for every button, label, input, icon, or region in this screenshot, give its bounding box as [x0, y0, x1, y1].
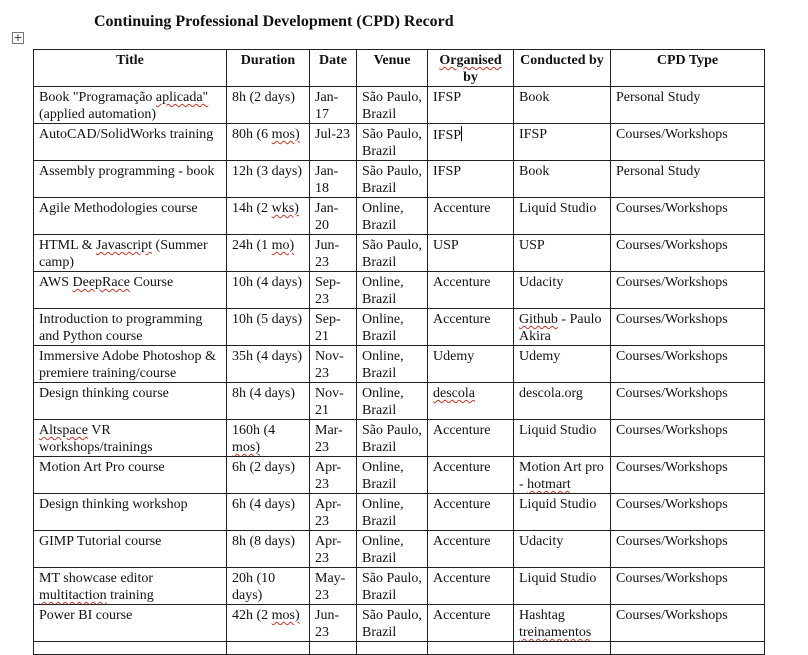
cell-venue[interactable]: Online, Brazil	[357, 383, 428, 420]
cell-venue[interactable]: São Paulo, Brazil	[357, 568, 428, 605]
cell-conducted-by[interactable]: Udacity	[514, 531, 611, 568]
table-row-partial	[34, 642, 765, 655]
cell-cpd-type[interactable]: Courses/Workshops	[611, 568, 765, 605]
cell-date[interactable]: Sep-21	[310, 309, 357, 346]
cell-conducted-by[interactable]: Liquid Studio	[514, 568, 611, 605]
cell-cpd-type[interactable]: Personal Study	[611, 161, 765, 198]
cell-duration[interactable]: 10h (5 days)	[227, 309, 310, 346]
cell-title[interactable]: Altspace VR workshops/trainings	[34, 420, 227, 457]
cell-duration[interactable]: 160h (4 mos)	[227, 420, 310, 457]
cell-date[interactable]: Apr-23	[310, 457, 357, 494]
cell-empty[interactable]	[357, 642, 428, 655]
cell-conducted-by[interactable]: Liquid Studio	[514, 494, 611, 531]
cell-organised-by[interactable]: Udemy	[428, 346, 514, 383]
table-row	[34, 605, 765, 642]
cell-title[interactable]: AWS DeepRace Course	[34, 272, 227, 309]
cell-title[interactable]: Book "Programação aplicada" (applied automation)	[34, 87, 227, 124]
cell-duration[interactable]: 10h (4 days)	[227, 272, 310, 309]
cell-duration[interactable]: 35h (4 days)	[227, 346, 310, 383]
cell-date[interactable]: Jan-17	[310, 87, 357, 124]
cell-date[interactable]: Apr-23	[310, 494, 357, 531]
header-organised-word: Organised	[439, 53, 502, 68]
cell-date[interactable]: Nov-23	[310, 346, 357, 383]
cell-venue[interactable]: Online, Brazil	[357, 198, 428, 235]
cell-duration[interactable]: 14h (2 wks)	[227, 198, 310, 235]
cell-duration[interactable]: 12h (3 days)	[227, 161, 310, 198]
cell-organised-by[interactable]: IFSP	[428, 161, 514, 198]
cell-duration[interactable]: 6h (2 days)	[227, 457, 310, 494]
cell-title[interactable]: Assembly programming - book	[34, 161, 227, 198]
table-move-handle-icon[interactable]: +	[13, 31, 23, 44]
cell-duration[interactable]: 24h (1 mo)	[227, 235, 310, 272]
cell-title[interactable]: Motion Art Pro course	[34, 457, 227, 494]
cell-organised-by[interactable]: descola	[428, 383, 514, 420]
cell-conducted-by[interactable]: Liquid Studio	[514, 198, 611, 235]
cell-title[interactable]: Power BI course	[34, 605, 227, 642]
table-row	[34, 531, 765, 568]
cell-date[interactable]: Sep-23	[310, 272, 357, 309]
cell-date[interactable]: Jun-23	[310, 235, 357, 272]
table-row	[34, 87, 765, 124]
cell-date[interactable]: May-23	[310, 568, 357, 605]
table-row	[34, 309, 765, 346]
cell-conducted-by[interactable]: descola.org	[514, 383, 611, 420]
header-title: Title	[34, 50, 227, 87]
header-organised-by	[428, 50, 514, 87]
cell-cpd-type[interactable]: Courses/Workshops	[611, 494, 765, 531]
cell-conducted-by[interactable]: Hashtag treinamentos	[514, 605, 611, 642]
cell-cpd-type[interactable]: Courses/Workshops	[611, 272, 765, 309]
cell-venue[interactable]: São Paulo, Brazil	[357, 605, 428, 642]
cell-conducted-by[interactable]: Book	[514, 87, 611, 124]
cell-date[interactable]: Apr-23	[310, 531, 357, 568]
cell-venue[interactable]: São Paulo, Brazil	[357, 235, 428, 272]
cell-title[interactable]: Immersive Adobe Photoshop & premiere training/course	[34, 346, 227, 383]
cell-organised-by[interactable]: Accenture	[428, 531, 514, 568]
table-row	[34, 198, 765, 235]
table-row	[34, 494, 765, 531]
table-row	[34, 235, 765, 272]
cell-organised-by[interactable]: Accenture	[428, 272, 514, 309]
cell-organised-by[interactable]: Accenture	[428, 420, 514, 457]
cell-duration[interactable]: 8h (8 days)	[227, 531, 310, 568]
cell-empty[interactable]	[310, 642, 357, 655]
cell-title[interactable]: AutoCAD/SolidWorks training	[34, 124, 227, 161]
cell-title[interactable]: GIMP Tutorial course	[34, 531, 227, 568]
cell-duration[interactable]: 42h (2 mos)	[227, 605, 310, 642]
cell-empty[interactable]	[227, 642, 310, 655]
cell-organised-by[interactable]: IFSP	[428, 87, 514, 124]
header-row	[34, 50, 765, 87]
cell-duration[interactable]: 20h (10 days)	[227, 568, 310, 605]
document-title: Continuing Professional Development (CPD) Record	[94, 13, 454, 30]
cell-conducted-by[interactable]: USP	[514, 235, 611, 272]
cell-organised-by[interactable]: Accenture	[428, 309, 514, 346]
cell-cpd-type[interactable]: Courses/Workshops	[611, 309, 765, 346]
cell-cpd-type[interactable]: Courses/Workshops	[611, 420, 765, 457]
table-row	[34, 272, 765, 309]
table-row	[34, 161, 765, 198]
cell-conducted-by[interactable]: Udacity	[514, 272, 611, 309]
cell-conducted-by[interactable]: Motion Art pro - hotmart	[514, 457, 611, 494]
cell-venue[interactable]: Online, Brazil	[357, 272, 428, 309]
cell-cpd-type[interactable]: Courses/Workshops	[611, 605, 765, 642]
table-row	[34, 383, 765, 420]
cell-venue[interactable]: São Paulo, Brazil	[357, 87, 428, 124]
cell-organised-by[interactable]: Accenture	[428, 457, 514, 494]
cell-venue[interactable]: Online, Brazil	[357, 309, 428, 346]
cell-cpd-type[interactable]: Personal Study	[611, 87, 765, 124]
cell-cpd-type[interactable]: Courses/Workshops	[611, 383, 765, 420]
cell-organised-by[interactable]: Accenture	[428, 568, 514, 605]
header-venue: Venue	[357, 50, 428, 87]
cell-duration[interactable]: 8h (2 days)	[227, 87, 310, 124]
table-row	[34, 124, 765, 161]
cell-cpd-type[interactable]: Courses/Workshops	[611, 457, 765, 494]
text-cursor	[461, 126, 462, 141]
cell-date[interactable]: Jul-23	[310, 124, 357, 161]
cell-organised-by[interactable]: USP	[428, 235, 514, 272]
cell-venue[interactable]: Online, Brazil	[357, 531, 428, 568]
cell-venue[interactable]: São Paulo, Brazil	[357, 124, 428, 161]
cell-organised-by[interactable]: IFSP	[428, 124, 514, 161]
cell-date[interactable]: Jan-18	[310, 161, 357, 198]
cell-title[interactable]: Design thinking course	[34, 383, 227, 420]
cell-date[interactable]: Nov-21	[310, 383, 357, 420]
cell-date[interactable]: Jun-23	[310, 605, 357, 642]
cell-cpd-type[interactable]: Courses/Workshops	[611, 531, 765, 568]
cell-title[interactable]: Agile Methodologies course	[34, 198, 227, 235]
cell-title[interactable]: Introduction to programming and Python course	[34, 309, 227, 346]
cell-conducted-by[interactable]: IFSP	[514, 124, 611, 161]
cell-title[interactable]: HTML & Javascript (Summer camp)	[34, 235, 227, 272]
cell-date[interactable]: Jan-20	[310, 198, 357, 235]
cpd-record-table	[33, 49, 765, 655]
cell-date[interactable]: Mar-23	[310, 420, 357, 457]
table-row	[34, 457, 765, 494]
cell-title[interactable]: Design thinking workshop	[34, 494, 227, 531]
cell-duration[interactable]: 80h (6 mos)	[227, 124, 310, 161]
cell-conducted-by[interactable]: Github - Paulo Akira	[514, 309, 611, 346]
cell-duration[interactable]: 8h (4 days)	[227, 383, 310, 420]
header-date: Date	[310, 50, 357, 87]
cell-empty[interactable]	[611, 642, 765, 655]
cell-empty[interactable]	[34, 642, 227, 655]
cell-cpd-type[interactable]: Courses/Workshops	[611, 124, 765, 161]
cell-venue[interactable]: Online, Brazil	[357, 346, 428, 383]
header-cpd-type: CPD Type	[611, 50, 765, 87]
table-body	[34, 87, 765, 655]
cell-empty[interactable]	[514, 642, 611, 655]
cell-organised-by[interactable]: Accenture	[428, 198, 514, 235]
table-row	[34, 420, 765, 457]
cell-venue[interactable]: Online, Brazil	[357, 494, 428, 531]
cell-venue[interactable]: São Paulo, Brazil	[357, 161, 428, 198]
cell-venue[interactable]: Online, Brazil	[357, 457, 428, 494]
cell-conducted-by[interactable]: Udemy	[514, 346, 611, 383]
cell-duration[interactable]: 6h (4 days)	[227, 494, 310, 531]
cell-conducted-by[interactable]: Liquid Studio	[514, 420, 611, 457]
cell-venue[interactable]: São Paulo, Brazil	[357, 420, 428, 457]
header-duration: Duration	[227, 50, 310, 87]
cell-organised-by[interactable]: Accenture	[428, 605, 514, 642]
cell-conducted-by[interactable]: Book	[514, 161, 611, 198]
table-row	[34, 346, 765, 383]
cell-title[interactable]: MT showcase editor multitaction training	[34, 568, 227, 605]
cell-cpd-type[interactable]: Courses/Workshops	[611, 235, 765, 272]
table-row	[34, 568, 765, 605]
cell-empty[interactable]	[428, 642, 514, 655]
cell-cpd-type[interactable]: Courses/Workshops	[611, 346, 765, 383]
cell-cpd-type[interactable]: Courses/Workshops	[611, 198, 765, 235]
cell-organised-by[interactable]: Accenture	[428, 494, 514, 531]
header-conducted-by: Conducted by	[514, 50, 611, 87]
header-organised-suffix: by	[463, 70, 478, 85]
